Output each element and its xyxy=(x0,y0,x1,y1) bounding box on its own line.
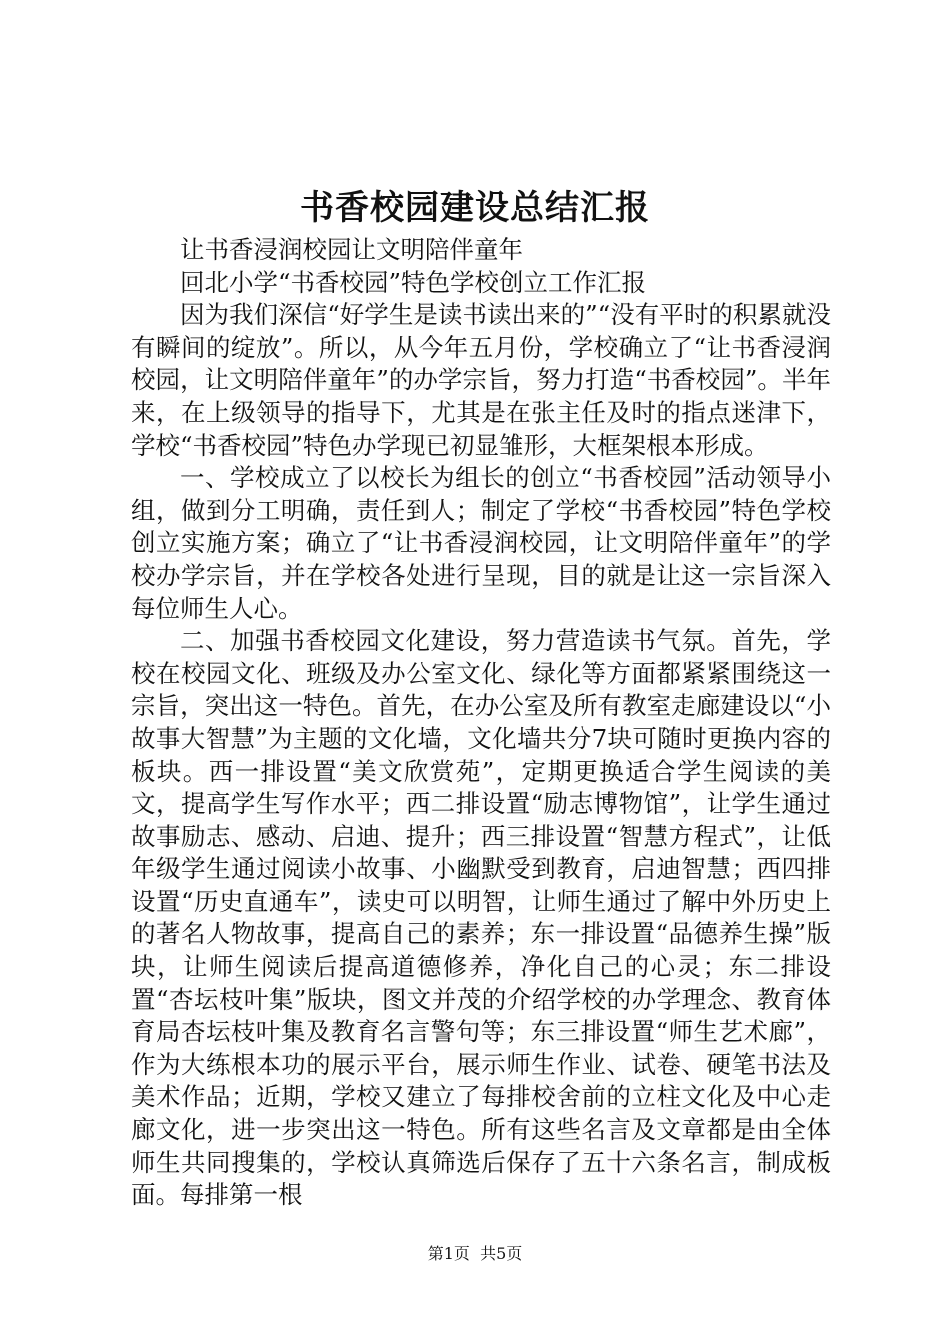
document-body xyxy=(131,234,831,1212)
page-footer xyxy=(0,1244,950,1264)
body-paragraph: 二、加强书香校园文化建设，努力营造读书气氛。首先，学校在校园文化、班级及办公室文化、绿化等方面都紧紧围绕这一宗旨，突出这一特色。首先，在办公室及所有教室走廊建设以“小故事大智慧”为主题的文化墙，文化墙共分7块可随时更换内容的板块。西一排设置“美文欣赏苑”，定期更换适合学生阅读的美文，提高学生写作水平；西二排设置“励志博物馆”，让学生通过故事励志、感动、启迪、提升；西三排设置“智慧方程式”，让低年级学生通过阅读小故事、小幽默受到教育，启迪智慧；西四排设置“历史直通车”，读史可以明智，让师生通过了解中外历史上的著名人物故事，提高自己的素养；东一排设置“品德养生操”版块，让师生阅读后提高道德修养，净化自己的心灵；东二排设置“杏坛枝叶集”版块，图文并茂的介绍学校的办学理念、教育体育局杏坛枝叶集及教育名言警句等；东三排设置“师生艺术廊”，作为大练根本功的展示平台，展示师生作业、试卷、硬笔书法及美术作品；近期，学校又建立了每排校舍前的立柱文化及中心走廊文化，进一步突出这一特色。所有这些名言及文章都是由全体师生共同搜集的，学校认真筛选后保存了五十六条名言，制成板面。每排第一根 xyxy=(131,626,831,1210)
body-paragraph: 一、学校成立了以校长为组长的创立“书香校园”活动领导小组，做到分工明确，责任到人；制定了学校“书香校园”特色学校创立实施方案；确立了“让书香浸润校园，让文明陪伴童年”的学校办学宗旨，并在学校各处进行呈现，目的就是让这一宗旨深入每位师生人心。 xyxy=(131,463,831,623)
subtitle-line: 让书香浸润校园让文明陪伴童年 xyxy=(180,235,523,264)
subtitle-line: 回北小学“书香校园”特色学校创立工作汇报 xyxy=(180,267,647,297)
page-number: 第1页 共5页 xyxy=(427,1244,523,1263)
document-title: 书香校园建设总结汇报 xyxy=(300,188,650,228)
body-paragraph: 因为我们深信“好学生是读书读出来的”“没有平时的积累就没有瞬间的绽放”。所以，从今年五月份，学校确立了“让书香浸润校园，让文明陪伴童年”的办学宗旨，努力打造“书香校园”。半年来，在上级领导的指导下，尤其是在张主任及时的指点迷津下，学校“书香校园”特色办学现已初显雏形，大框架根本形成。 xyxy=(131,300,831,460)
